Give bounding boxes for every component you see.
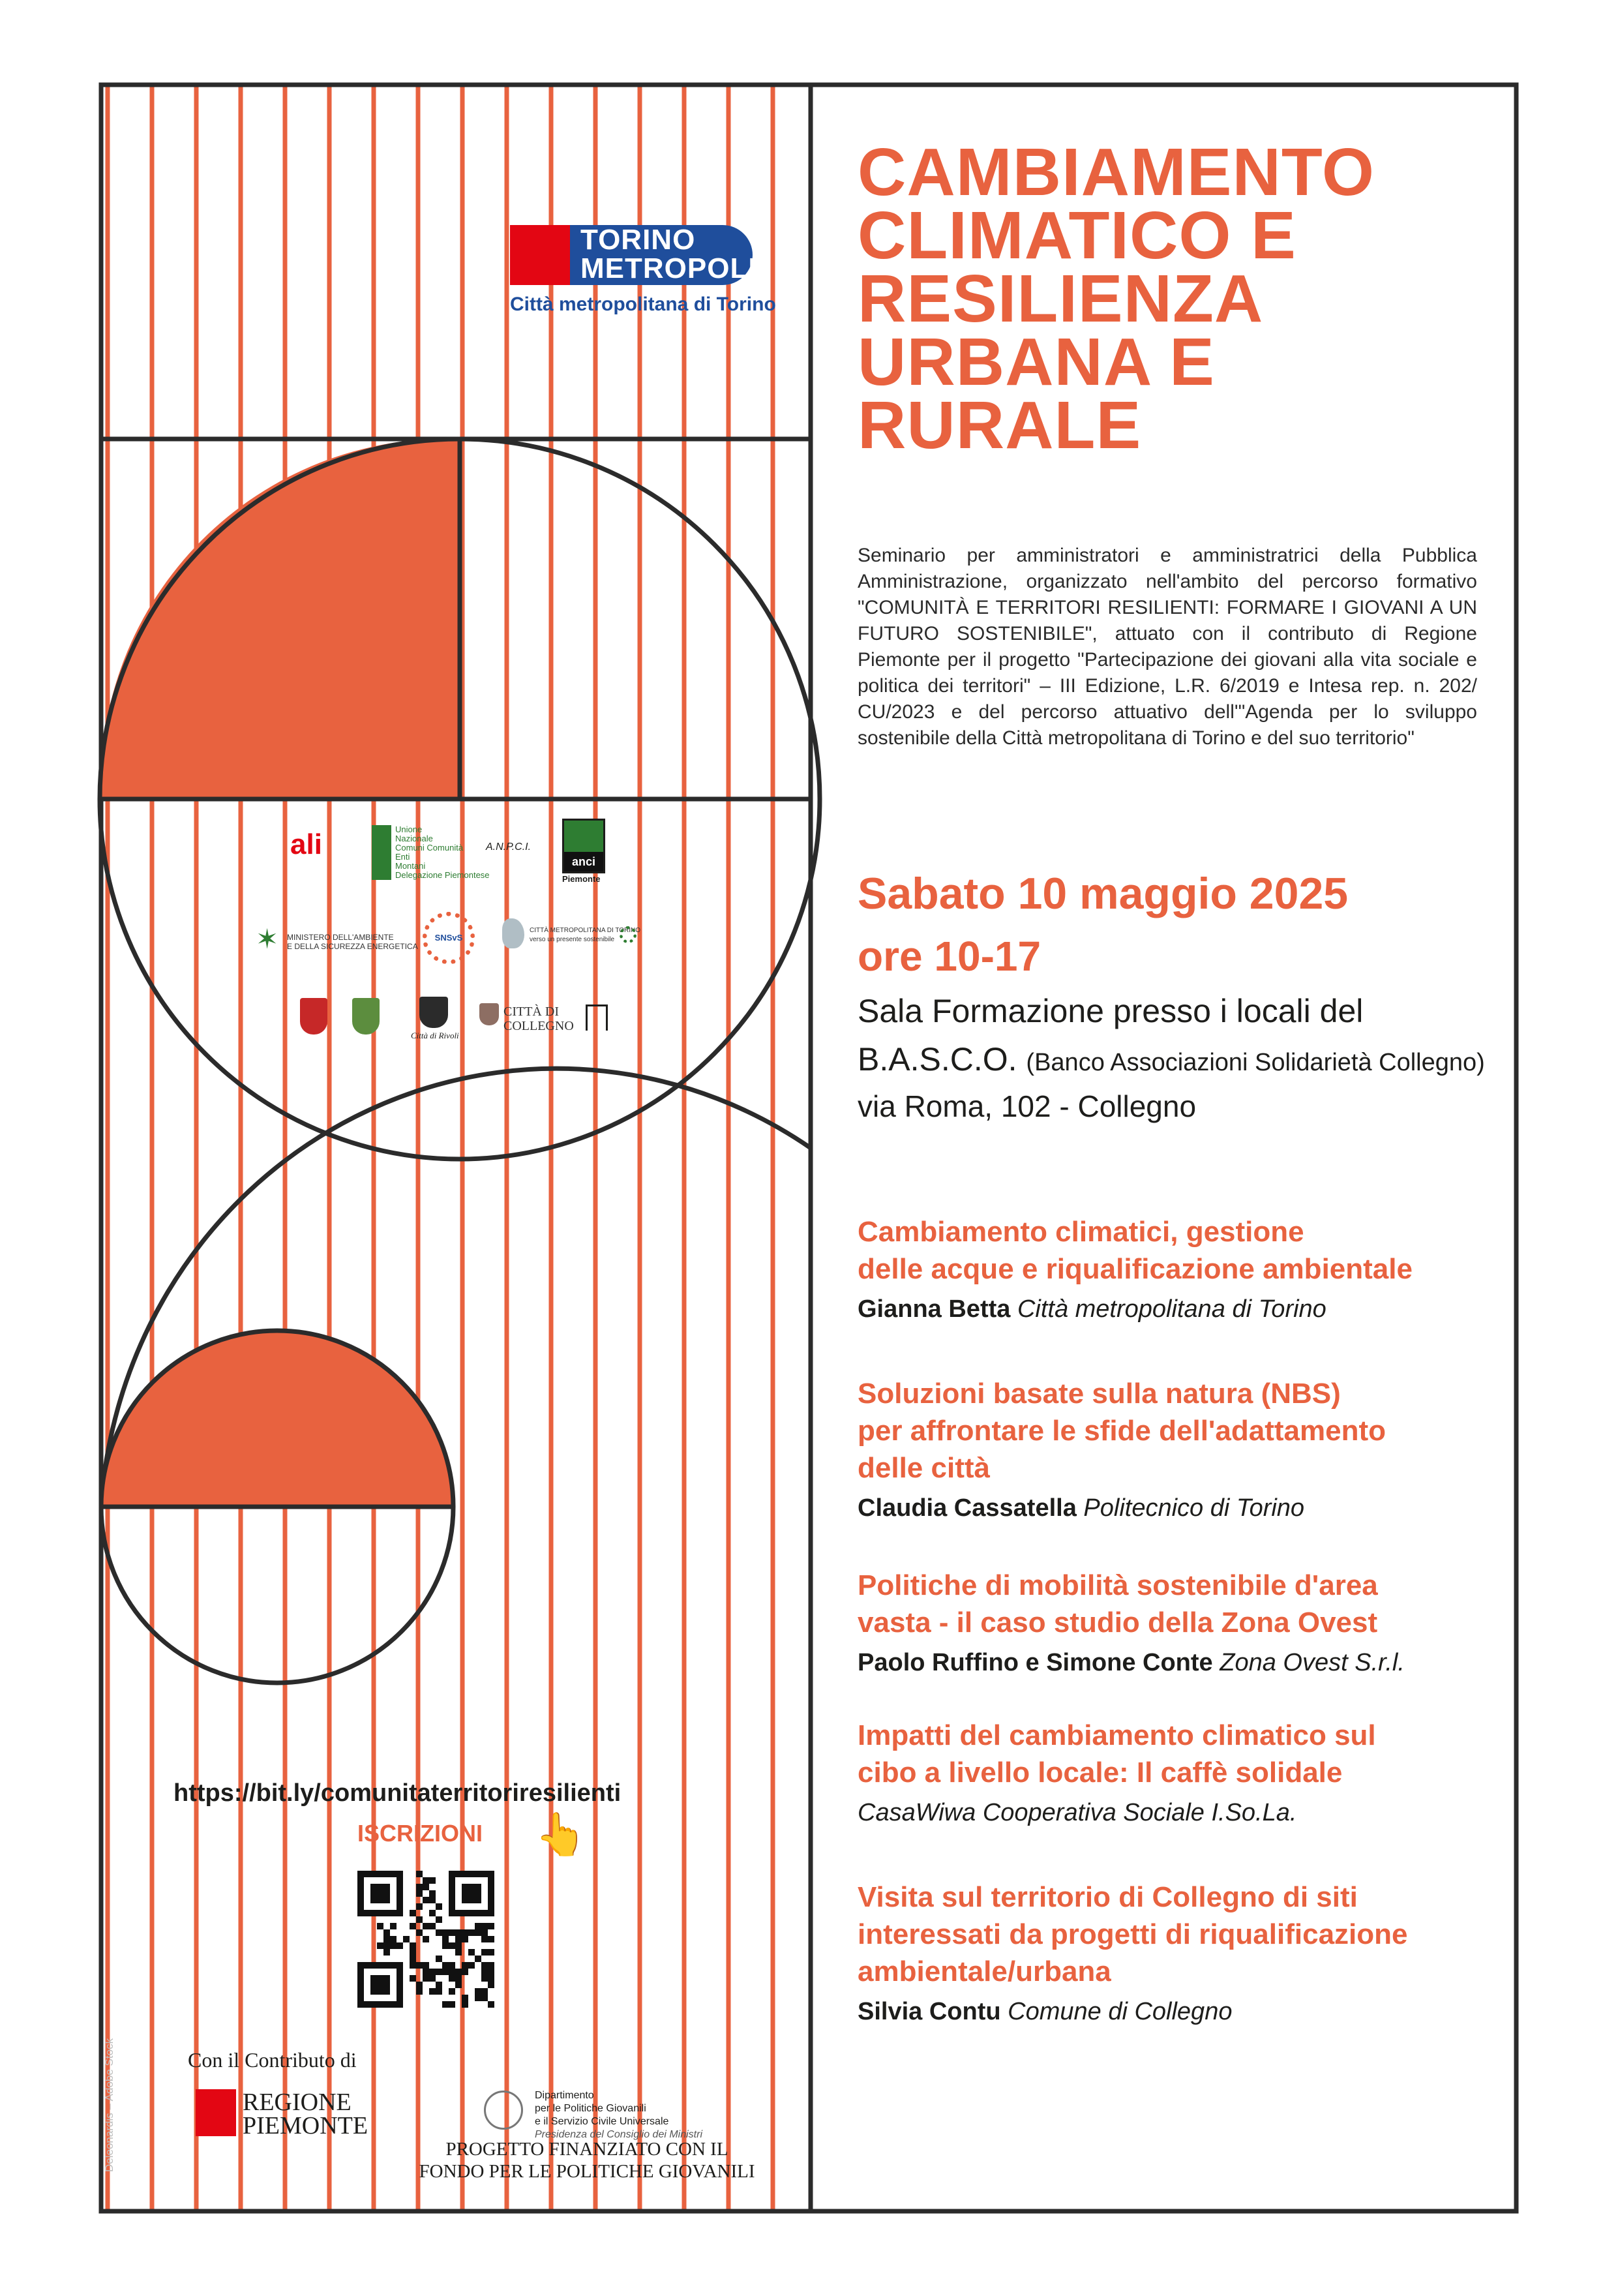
talk-speaker: Claudia Cassatella Politecnico di Torino (858, 1494, 1305, 1522)
collegno-logo: CITTÀ DI COLLEGNO (503, 1004, 574, 1033)
rivoli-label: Città di Rivoli (411, 1031, 459, 1040)
regione-piemonte-shield-icon (196, 2089, 236, 2136)
agenda-logo: CITTÀ METROPOLITANA DI TORINO verso un presente sostenibile (530, 927, 641, 943)
ministero-star-icon: ✶ (256, 924, 279, 954)
page-title: CAMBIAMENTO CLIMATICO E RESILIENZA URBANA E RURALE (858, 134, 1375, 462)
ali-logo: ali (290, 828, 322, 860)
registration-link[interactable]: https://bit.ly/comunitaterritoriresilienti (173, 1779, 622, 1807)
venue-name-line (858, 1038, 1485, 1083)
collegno-gate-icon (586, 1004, 608, 1031)
intro-paragraph: Seminario per amministratori e amministratrici della Pubblica Amministrazione, organizzato nell'ambito del percorso formativo "COMUNITÀ E TERRITORI RESILIENTI: FORMARE I GIOVANI A UN FUTURO SOSTENIBILE", attuato con il contributo di Regione Piemonte per il progetto "Partecipazione dei giovani alla vita sociale e politica dei territori" – III Edizione, L.R. 6/2019 e Intesa rep. n. 202/ CU/2023 e del percorso attuativo dell'"Agenda per lo sviluppo sostenibile della Città metropolitana di Torino e del suo territorio" (858, 545, 1477, 749)
venue-address: via Roma, 102 - Collegno (858, 1089, 1197, 1123)
ministero-logo: MINISTERO DELL'AMBIENTE E DELLA SICUREZZA ENERGETICA (287, 933, 418, 951)
talk-item (858, 1879, 1484, 2028)
talk-affiliation: Comune di Collegno (1008, 1998, 1233, 2025)
quarter-fill (101, 439, 460, 799)
qr-code[interactable] (357, 1871, 494, 2008)
crest-icon-1 (300, 998, 327, 1035)
talk-item (858, 1375, 1484, 1524)
talk-item (858, 1717, 1484, 1829)
rivoli-crest-icon (419, 997, 448, 1028)
republic-emblem-icon (484, 2091, 523, 2130)
talk-affiliation: CasaWiwa Cooperativa Sociale I.So.La. (858, 1799, 1297, 1826)
talk-speaker (858, 1796, 1484, 1829)
talk-title: Politiche di mobilità sostenibile d'area vasta - il caso studio della Zona Ovest (858, 1569, 1378, 1639)
event-time: ore 10-17 (858, 933, 1041, 980)
talk-speaker: Paolo Ruffino e Simone Conte Zona Ovest S.r.l. (858, 1649, 1405, 1676)
talk-affiliation: Politecnico di Torino (1083, 1494, 1305, 1522)
torino-logo-subtitle: Città metropolitana di Torino (510, 294, 776, 315)
talk-speaker: Silvia Contu Comune di Collegno (858, 1998, 1233, 2025)
image-credit: Deleonardis – Adobe Stock (103, 2038, 115, 2172)
torino-logo-text: TORINO METROPOLI (580, 224, 757, 284)
anci-logo-subtitle: Piemonte (562, 874, 601, 884)
anci-logo: anci (562, 819, 605, 873)
regione-piemonte-logo: REGIONE PIEMONTE (243, 2089, 368, 2139)
venue-name: B.A.S.C.O. (858, 1041, 1017, 1078)
anpci-logo: A.N.P.C.I. (486, 841, 532, 853)
talk-item (858, 1567, 1484, 1679)
crest-icon-2 (352, 998, 380, 1035)
pointing-hand-icon: 👆 (535, 1811, 587, 1858)
talk-affiliation: Zona Ovest S.r.l. (1220, 1649, 1405, 1676)
talk-affiliation: Città metropolitana di Torino (1017, 1295, 1326, 1323)
talk-title: Cambiamento climatici, gestione delle acque e riqualificazione ambientale (858, 1216, 1413, 1285)
dipartimento-logo: Dipartimento per le Politiche Giovanili e il Servizio Civile Universale Presidenza del Consiglio dei Ministri (535, 2090, 703, 2140)
venue-note: (Banco Associazioni Solidarietà Collegno) (1026, 1049, 1485, 1076)
torino-shield-icon (510, 225, 570, 285)
venue-line: Sala Formazione presso i locali del (858, 993, 1364, 1029)
agenda-map-icon (502, 918, 524, 948)
snsvs-logo: SNSvS (423, 912, 475, 964)
uncem-logo: Unione Nazionale Comuni Comunità Enti Montani Delegazione Piemontese (372, 825, 490, 880)
talk-title: Visita sul territorio di Collegno di siti interessati da progetti di riqualificazione ambientale/urbana (858, 1881, 1408, 1987)
talk-speaker: Gianna Betta Città metropolitana di Torino (858, 1295, 1326, 1323)
event-date: Sabato 10 maggio 2025 (858, 869, 1349, 918)
talk-title: Soluzioni basate sulla natura (NBS) per affrontare le sfide dell'adattamento delle città (858, 1378, 1386, 1484)
collegno-crest-icon (479, 1003, 499, 1025)
talk-item (858, 1213, 1484, 1325)
contribution-label: Con il Contributo di (188, 2048, 357, 2072)
agenda-wheel-icon (620, 926, 637, 943)
funding-statement: PROGETTO FINANZIATO CON IL FONDO PER LE POLITICHE GIOVANILI (419, 2139, 755, 2182)
registration-label: ISCRIZIONI (357, 1820, 483, 1847)
talk-title: Impatti del cambiamento climatico sul cibo a livello locale: Il caffè solidale (858, 1719, 1376, 1789)
